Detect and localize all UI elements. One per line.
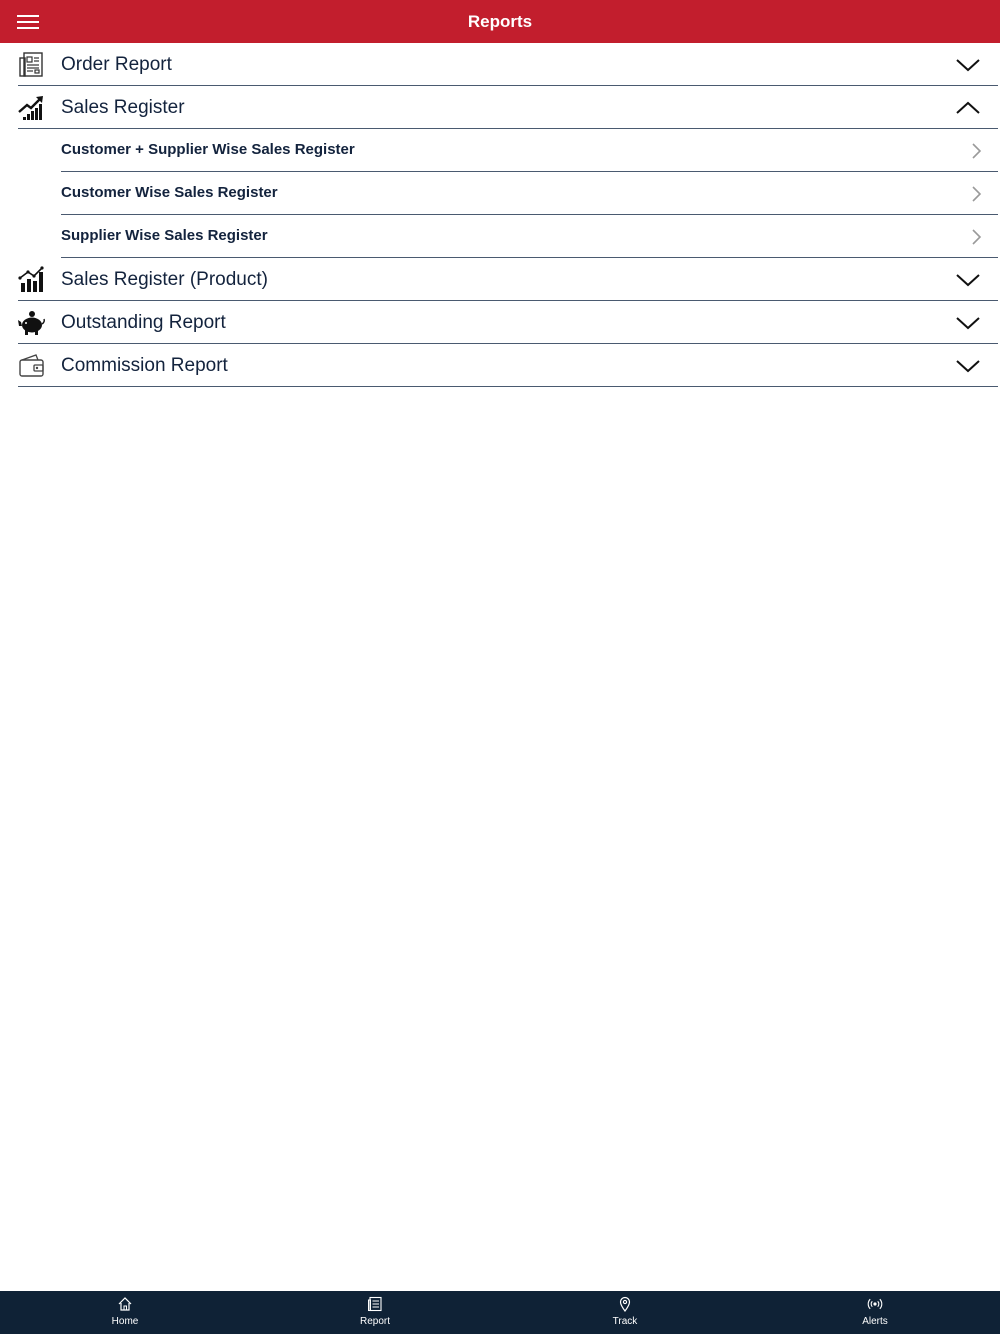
chevron-right-icon bbox=[969, 185, 983, 203]
section-label: Sales Register (Product) bbox=[61, 269, 268, 290]
section-commission-report[interactable] bbox=[18, 344, 998, 387]
tab-label: Track bbox=[612, 1316, 638, 1327]
chevron-up-icon[interactable] bbox=[954, 96, 984, 120]
wallet-icon bbox=[18, 352, 45, 379]
growth-chart-icon bbox=[18, 94, 45, 121]
sub-item-customer-supplier-wise[interactable] bbox=[61, 129, 998, 172]
chevron-down-icon[interactable] bbox=[954, 268, 984, 292]
chevron-down-icon[interactable] bbox=[954, 354, 984, 378]
sub-item-customer-wise[interactable] bbox=[61, 172, 998, 215]
tab-label: Home bbox=[111, 1316, 139, 1327]
page-title: Reports bbox=[467, 12, 533, 31]
chevron-right-icon bbox=[969, 228, 983, 246]
tab-label: Alerts bbox=[862, 1316, 888, 1327]
bottom-navigation bbox=[0, 1291, 1000, 1334]
piggy-bank-icon bbox=[18, 309, 45, 336]
top-app-bar bbox=[0, 0, 1000, 43]
section-sales-register-product[interactable] bbox=[18, 258, 998, 301]
report-icon bbox=[367, 1296, 383, 1312]
sub-item-label: Customer Wise Sales Register bbox=[61, 184, 278, 201]
chevron-down-icon[interactable] bbox=[954, 53, 984, 77]
chevron-right-icon bbox=[969, 142, 983, 160]
sub-item-label: Customer + Supplier Wise Sales Register bbox=[61, 141, 355, 158]
chevron-down-icon[interactable] bbox=[954, 311, 984, 335]
tab-home[interactable] bbox=[0, 1291, 250, 1334]
location-pin-icon bbox=[617, 1296, 633, 1312]
reports-list bbox=[0, 43, 1000, 387]
section-sales-register[interactable] bbox=[18, 86, 998, 129]
sub-item-label: Supplier Wise Sales Register bbox=[61, 227, 268, 244]
home-icon bbox=[117, 1296, 133, 1312]
section-outstanding-report[interactable] bbox=[18, 301, 998, 344]
sub-item-supplier-wise[interactable] bbox=[61, 215, 998, 258]
section-label: Outstanding Report bbox=[61, 312, 226, 333]
bar-chart-icon bbox=[18, 266, 45, 293]
tab-track[interactable] bbox=[500, 1291, 750, 1334]
tab-label: Report bbox=[359, 1316, 390, 1327]
tab-report[interactable] bbox=[250, 1291, 500, 1334]
section-label: Sales Register bbox=[61, 97, 185, 118]
broadcast-icon bbox=[867, 1296, 883, 1312]
section-label: Commission Report bbox=[61, 355, 228, 376]
section-order-report[interactable] bbox=[18, 43, 998, 86]
tab-alerts[interactable] bbox=[750, 1291, 1000, 1334]
report-document-icon bbox=[18, 51, 45, 78]
section-label: Order Report bbox=[61, 54, 172, 75]
